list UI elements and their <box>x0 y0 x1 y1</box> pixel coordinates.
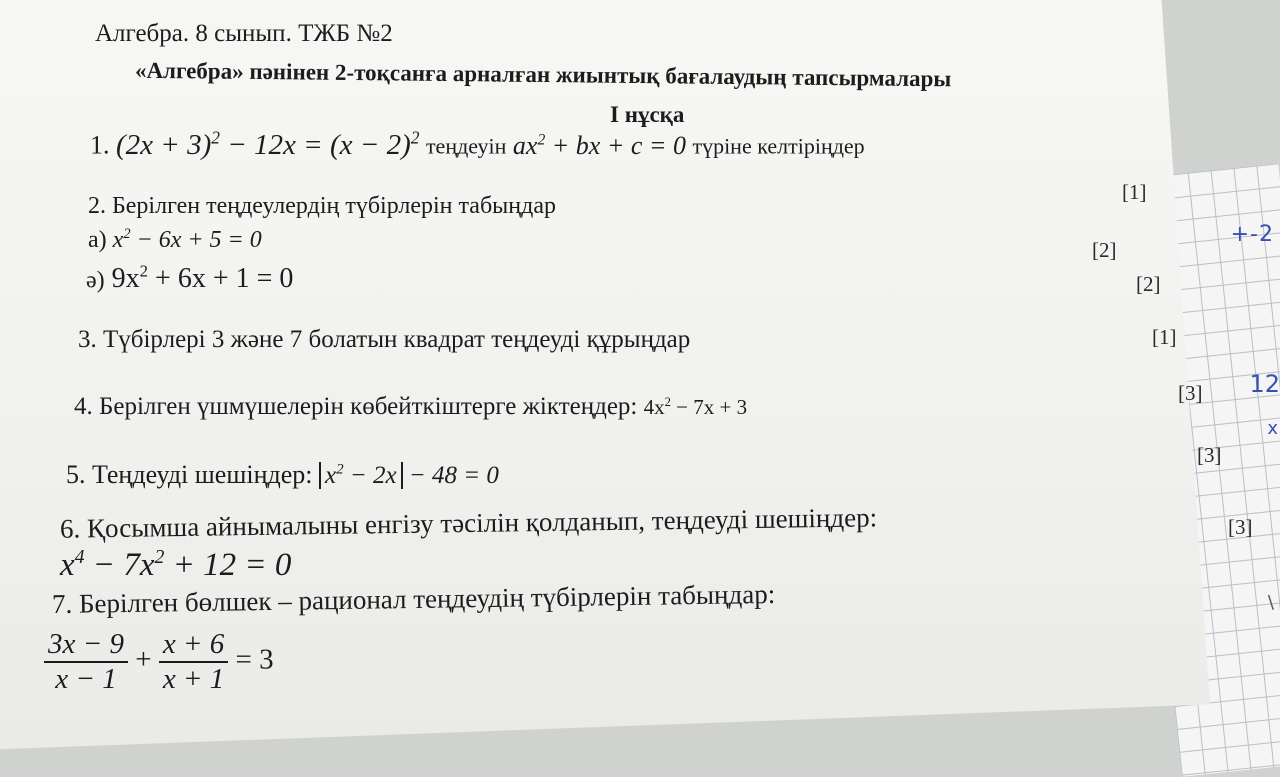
task-1 <box>90 127 865 162</box>
task-6-score: [3] <box>1228 515 1253 539</box>
handwritten-mark: 12 <box>1249 370 1280 398</box>
task-1-score: [1] <box>1122 180 1147 204</box>
task-5-equation: $x^2 - 2x - 48 = 0$ <box>319 462 499 489</box>
task-3-score: [1] <box>1152 325 1177 349</box>
task-1-equation: $(2x + 3)^2 - 12x = (x - 2)^2$ <box>116 127 420 161</box>
task-5-score: [3] <box>1197 443 1222 467</box>
task-4-expression: $4x^2 - 7x + 3$ <box>643 395 748 419</box>
task-4 <box>74 393 747 421</box>
task-6-equation: $x^4 - 7x^2 + 12 = 0$ <box>60 546 292 583</box>
task-2a-equation: $x^2 - 6x + 5 = 0$ <box>112 226 262 253</box>
task-7-text: 7. Берілген бөлшек – рационал теңдеудің түбірлерін табыңдар: <box>51 578 776 620</box>
task-6-text: 6. Қосымша айнымалыны енгізу тәсілін қолданып, теңдеуді шешіңдер: <box>59 502 878 544</box>
task-1-form: $ax^2$ + bx + c = 0 <box>512 130 686 160</box>
task-7-equation: $\frac{3x - 9}{x - 1}$ + $\frac{x + 6}{x + 1}$ = 3 <box>44 628 274 696</box>
task-1-text-end: түріне келтіріңдер <box>692 133 865 159</box>
task-2a-score: [2] <box>1092 238 1117 262</box>
task-4-text: 4. Берілген үшмүшелерін көбейткіштерге жіктеңдер: <box>74 393 638 420</box>
task-4-score: [3] <box>1178 381 1203 405</box>
handwritten-mark: +-2 <box>1230 222 1274 247</box>
task-1-text-mid: теңдеуін <box>425 133 507 159</box>
task-5 <box>66 460 499 490</box>
task-2b <box>86 262 293 295</box>
variant-label: I нұсқа <box>610 102 685 127</box>
header-subject: Алгебра. 8 сынып. ТЖБ №2 <box>95 20 393 47</box>
task-2a <box>88 226 262 254</box>
handwritten-mark: \ <box>1267 592 1274 613</box>
handwritten-mark: x <box>1267 418 1278 439</box>
fraction-2: $\frac{x + 6}{x + 1}$ <box>159 628 228 696</box>
task-1-number: 1. <box>90 130 110 160</box>
task-2-title: 2. Берілген теңдеулердің түбірлерін табыңдар <box>88 193 556 219</box>
task-2b-equation: $9x^2 + 6x + 1 = 0$ <box>111 262 294 295</box>
fraction-1: $\frac{3x - 9}{x - 1}$ <box>44 628 128 696</box>
header-title: «Алгебра» пәнінен 2-тоқсанға арналған жиынтық бағалаудың тапсырмалары <box>134 57 952 92</box>
task-2b-label: ә) <box>86 267 105 294</box>
task-2a-label: а) <box>88 227 107 253</box>
task-5-text: 5. Теңдеуді шешіңдер: <box>66 460 313 489</box>
task-3: 3. Түбірлері 3 және 7 болатын квадрат теңдеуді құрыңдар <box>78 326 691 353</box>
task-2b-score: [2] <box>1136 272 1161 296</box>
